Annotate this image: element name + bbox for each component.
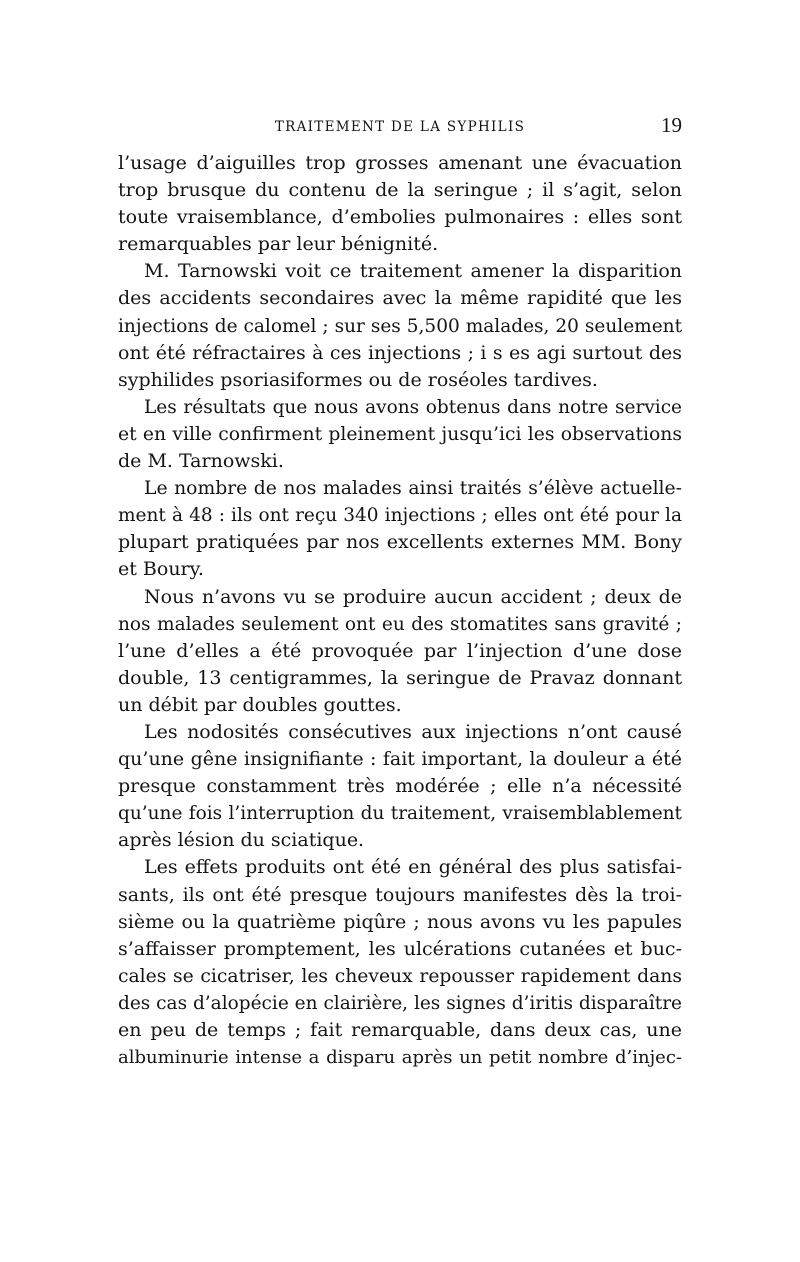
text-line: albuminurie intense a disparu après un petit nombre d’injec- [118, 1047, 682, 1069]
text-line: injections de calomel ; sur ses 5,500 malades, 20 seulement [118, 315, 682, 337]
text-line: M. Tarnowski voit ce traitement amener la disparition [144, 260, 682, 283]
text-line: syphilides psoriasiformes ou de roséoles tardives. [118, 368, 598, 391]
running-head [118, 113, 682, 143]
text-line: Le nombre de nos malades ainsi traités s’élève actuelle- [144, 478, 682, 500]
text-line: des accidents secondaires avec la même rapidité que les [118, 287, 682, 310]
body-text [118, 150, 682, 1071]
text-line: trop brusque du contenu de la seringue ; il s’agit, selon [118, 179, 682, 202]
text-line: ment à 48 : ils ont reçu 340 injections ; elles ont été pour la [118, 505, 682, 527]
page-number: 19 [661, 113, 682, 137]
text-line: qu’une gêne insignifiante : fait important, la douleur a été [118, 748, 682, 771]
text-line: sants, ils ont été presque toujours manifestes dès la troi- [118, 883, 682, 906]
text-line: et en ville confirment pleinement jusqu’ici les observations [118, 423, 682, 445]
text-line: Les nodosités consécutives aux injections n’ont causé [144, 720, 682, 743]
text-line: et Boury. [118, 558, 204, 581]
text-line: un débit par doubles gouttes. [118, 693, 402, 716]
text-line: qu’une fois l’interruption du traitement, vraisemblablement [118, 803, 682, 825]
text-line: des cas d’alopécie en clairière, les signes d’iritis disparaître [118, 992, 682, 1014]
text-line: ont été réfractaires à ces injections ; i s es agi surtout des [118, 341, 682, 364]
text-line: Les effets produits ont été en général des plus satisfai- [144, 856, 682, 879]
text-line: en peu de temps ; fait remarquable, dans deux cas, une [118, 1019, 682, 1041]
text-line: plupart pratiquées par nos excellents externes MM. Bony [118, 531, 682, 554]
text-line: l’une d’elles a été provoquée par l’injection d’une dose [118, 639, 682, 662]
text-line: s’affaisser promptement, les ulcérations cutanées et buc- [118, 937, 682, 960]
text-line: double, 13 centigrammes, la seringue de Pravaz donnant [118, 666, 682, 689]
text-line: nos malades seulement ont eu des stomatites sans gravité ; [118, 613, 682, 635]
running-title: TRAITEMENT DE LA SYPHILIS [274, 119, 526, 135]
text-line: de M. Tarnowski. [118, 450, 284, 473]
text-line: après lésion du sciatique. [118, 829, 365, 852]
text-line: cales se cicatriser, les cheveux repousser rapidement dans [118, 965, 682, 987]
text-line: sième ou la quatrième piqûre ; nous avons vu les papules [118, 910, 682, 933]
text-line: Nous n’avons vu se produire aucun accident ; deux de [144, 585, 682, 608]
text-line: Les résultats que nous avons obtenus dans notre service [144, 396, 682, 418]
text-line: toute vraisemblance, d’embolies pulmonaires : elles sont [118, 206, 682, 229]
text-line: remarquables par leur bénignité. [118, 233, 439, 256]
text-line: presque constamment très modérée ; elle n’a nécessité [118, 775, 682, 798]
text-line: l’usage d’aiguilles trop grosses amenant une évacuation [118, 152, 682, 174]
